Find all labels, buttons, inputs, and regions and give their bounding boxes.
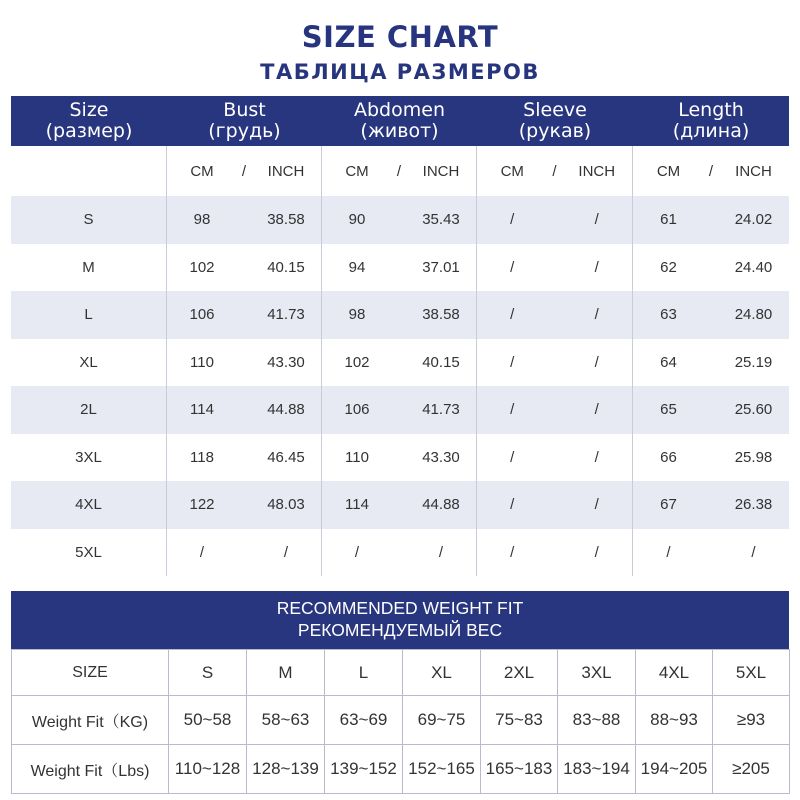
bust-cm: 98 [193,211,211,229]
weight-fit-banner [11,591,789,649]
size-cell: 3XL [11,434,167,482]
weight-kg-cell: ≥93 [713,696,790,745]
table-row [11,196,789,244]
abdomen-pair [322,339,476,387]
sleeve-cm: / [510,401,515,419]
sleeve-cell [477,244,633,292]
sleeve-cm: / [510,258,515,276]
unit-cm: CM [345,162,369,180]
table-row [11,291,789,339]
abdomen-pair [322,291,476,339]
sleeve-cm: / [510,448,515,466]
abdomen-pair [322,529,476,577]
weight-lbs-label: Weight Fit（Lbs) [12,745,169,794]
sleeve-pair [477,434,632,482]
bust-inch: 44.88 [267,401,305,419]
bust-cm: 106 [189,306,215,324]
length-cell [633,244,789,292]
weight-size-row [12,650,790,696]
length-inch: 24.02 [734,211,773,229]
abdomen-inch: 44.88 [422,496,460,514]
length-inch: / [751,543,756,561]
abdomen-pair [322,434,476,482]
length-cm: 63 [660,306,677,324]
sleeve-inch: / [594,258,599,276]
size-cell: 4XL [11,481,167,529]
abdomen-cell [322,434,477,482]
abdomen-cm: 90 [348,211,366,229]
sleeve-pair [477,339,632,387]
abdomen-cm: 110 [345,448,369,466]
unit-inch: INCH [267,162,305,180]
abdomen-inch: 43.30 [422,448,460,466]
weight-lbs-cell: 110~128 [169,745,247,794]
sleeve-cm: / [510,496,515,514]
bust-inch: 43.30 [267,353,305,371]
sleeve-cm: / [510,211,515,229]
bust-cm: 122 [189,496,215,514]
unit-pair [167,146,321,196]
weight-size-cell: 3XL [558,650,636,696]
weight-lbs-row [12,745,790,794]
weight-size-cell: 5XL [713,650,790,696]
sleeve-cm: / [510,543,515,561]
unit-cm: CM [500,162,524,180]
length-cell [633,481,789,529]
bust-cell [167,291,322,339]
size-cell: 5XL [11,529,167,577]
bust-cell [167,196,322,244]
bust-cell [167,434,322,482]
unit-inch: INCH [735,162,772,180]
length-pair [633,529,789,577]
sleeve-inch: / [594,211,599,229]
sleeve-cell [477,386,633,434]
weight-size-cell: XL [403,650,481,696]
abdomen-cell [322,529,477,577]
weight-banner-ru: РЕКОМЕНДУЕМЫЙ ВЕС [297,620,503,640]
weight-kg-cell: 58~63 [247,696,325,745]
weight-kg-cell: 63~69 [325,696,403,745]
sleeve-cm: / [510,353,515,371]
unit-separator: / [396,162,402,180]
bust-inch: / [283,543,289,561]
unit-inch: INCH [578,162,616,180]
abdomen-cm: 94 [348,258,366,276]
abdomen-inch: / [438,543,444,561]
weight-lbs-cell: 165~183 [481,745,558,794]
table-row [11,481,789,529]
size-cell: 2L [11,386,167,434]
unit-cell [322,146,477,196]
length-cell [633,386,789,434]
weight-lbs-cell: 194~205 [636,745,713,794]
abdomen-cell [322,386,477,434]
unit-inch: INCH [422,162,460,180]
unit-blank [11,146,167,196]
table-row [11,386,789,434]
weight-kg-label: Weight Fit（KG) [12,696,169,745]
sleeve-pair [477,196,632,244]
unit-pair [322,146,476,196]
length-cm: / [666,543,671,561]
weight-size-cell: S [169,650,247,696]
sleeve-cell [477,529,633,577]
bust-cell [167,386,322,434]
weight-size-label: SIZE [12,650,169,696]
unit-cm: CM [656,162,681,180]
table-row [11,244,789,292]
header-bust: Bust (грудь) [208,99,281,142]
length-cell [633,196,789,244]
sleeve-inch: / [594,306,599,324]
unit-cell [633,146,789,196]
length-pair [633,244,789,292]
length-cell [633,529,789,577]
bust-pair [167,434,321,482]
length-cm: 61 [660,211,677,229]
sleeve-inch: / [594,543,599,561]
weight-size-cell: 4XL [636,650,713,696]
sleeve-inch: / [594,353,599,371]
length-pair [633,196,789,244]
weight-kg-row [12,696,790,745]
abdomen-cm: 102 [344,353,370,371]
length-pair [633,386,789,434]
bust-inch: 38.58 [267,211,305,229]
length-cell [633,339,789,387]
bust-cell [167,529,322,577]
unit-separator: / [552,162,557,180]
length-pair [633,291,789,339]
length-cm: 64 [660,353,677,371]
weight-kg-cell: 75~83 [481,696,558,745]
bust-cm: 110 [190,353,214,371]
size-data-rows [11,196,789,576]
unit-cell [167,146,322,196]
unit-separator: / [241,162,247,180]
length-inch: 26.38 [734,496,773,514]
abdomen-cm: 98 [348,306,366,324]
weight-kg-cell: 50~58 [169,696,247,745]
sleeve-cell [477,196,633,244]
bust-cell [167,244,322,292]
weight-lbs-cell: 183~194 [558,745,636,794]
bust-cm: 114 [190,401,214,419]
sleeve-inch: / [594,401,599,419]
bust-inch: 41.73 [267,306,305,324]
length-cell [633,291,789,339]
unit-separator: / [708,162,714,180]
length-pair [633,339,789,387]
bust-inch: 40.15 [267,258,305,276]
length-inch: 25.19 [734,353,773,371]
abdomen-inch: 37.01 [422,258,460,276]
bust-cm: / [199,543,205,561]
length-cm: 67 [660,496,677,514]
length-inch: 25.98 [734,448,773,466]
sleeve-cm: / [510,306,515,324]
abdomen-inch: 41.73 [422,401,460,419]
abdomen-pair [322,386,476,434]
abdomen-cell [322,291,477,339]
table-row [11,529,789,577]
size-cell: S [11,196,167,244]
sleeve-cell [477,481,633,529]
abdomen-pair [322,244,476,292]
bust-pair [167,529,321,577]
bust-cell [167,481,322,529]
size-cell: M [11,244,167,292]
abdomen-cm: 114 [345,496,369,514]
sleeve-pair [477,529,632,577]
length-cell [633,434,789,482]
sleeve-cell [477,339,633,387]
abdomen-cell [322,339,477,387]
abdomen-cm: / [354,543,360,561]
abdomen-cell [322,481,477,529]
sleeve-inch: / [594,448,599,466]
bust-pair [167,339,321,387]
bust-inch: 46.45 [267,448,305,466]
bust-pair [167,481,321,529]
header-sleeve: Sleeve (рукав) [518,99,592,142]
length-cm: 66 [660,448,677,466]
weight-banner-en: RECOMMENDED WEIGHT FIT [276,598,524,618]
weight-kg-cell: 88~93 [636,696,713,745]
size-cell: XL [11,339,167,387]
length-pair [633,434,789,482]
abdomen-cell [322,244,477,292]
length-pair [633,481,789,529]
table-row [11,339,789,387]
length-inch: 24.80 [734,306,773,324]
sleeve-inch: / [594,496,599,514]
unit-pair [477,146,632,196]
bust-pair [167,196,321,244]
sleeve-pair [477,386,632,434]
abdomen-pair [322,481,476,529]
weight-lbs-cell: 139~152 [325,745,403,794]
abdomen-cm: 106 [344,401,370,419]
weight-lbs-cell: 128~139 [247,745,325,794]
unit-row [11,146,789,196]
weight-size-cell: L [325,650,403,696]
bust-cell [167,339,322,387]
unit-cm: CM [190,162,214,180]
sleeve-cell [477,434,633,482]
weight-lbs-cell: ≥205 [713,745,790,794]
abdomen-inch: 40.15 [422,353,460,371]
size-cell: L [11,291,167,339]
header-size: Size (размер) [45,99,133,142]
bust-cm: 118 [190,448,214,466]
abdomen-pair [322,196,476,244]
sleeve-cell [477,291,633,339]
bust-cm: 102 [189,258,215,276]
page-subtitle: ТАБЛИЦА РАЗМЕРОВ [260,60,540,84]
weight-size-cell: M [247,650,325,696]
page-title: SIZE CHART [301,20,499,54]
weight-kg-cell: 83~88 [558,696,636,745]
length-cm: 62 [660,258,677,276]
abdomen-inch: 35.43 [422,211,460,229]
size-chart-table [11,96,789,576]
length-inch: 24.40 [734,258,773,276]
weight-kg-cell: 69~75 [403,696,481,745]
length-inch: 25.60 [734,401,773,419]
abdomen-inch: 38.58 [422,306,460,324]
header-length: Length (длина) [672,99,750,142]
weight-size-cell: 2XL [481,650,558,696]
sleeve-pair [477,291,632,339]
weight-lbs-cell: 152~165 [403,745,481,794]
header-abdomen: Abdomen (живот) [354,99,445,142]
bust-pair [167,291,321,339]
size-table-header [11,96,789,146]
sleeve-pair [477,481,632,529]
bust-inch: 48.03 [267,496,305,514]
weight-fit-table [11,649,790,794]
length-cm: 65 [660,401,677,419]
sleeve-pair [477,244,632,292]
unit-pair [633,146,789,196]
abdomen-cell [322,196,477,244]
bust-pair [167,244,321,292]
unit-cell [477,146,633,196]
table-row [11,434,789,482]
bust-pair [167,386,321,434]
